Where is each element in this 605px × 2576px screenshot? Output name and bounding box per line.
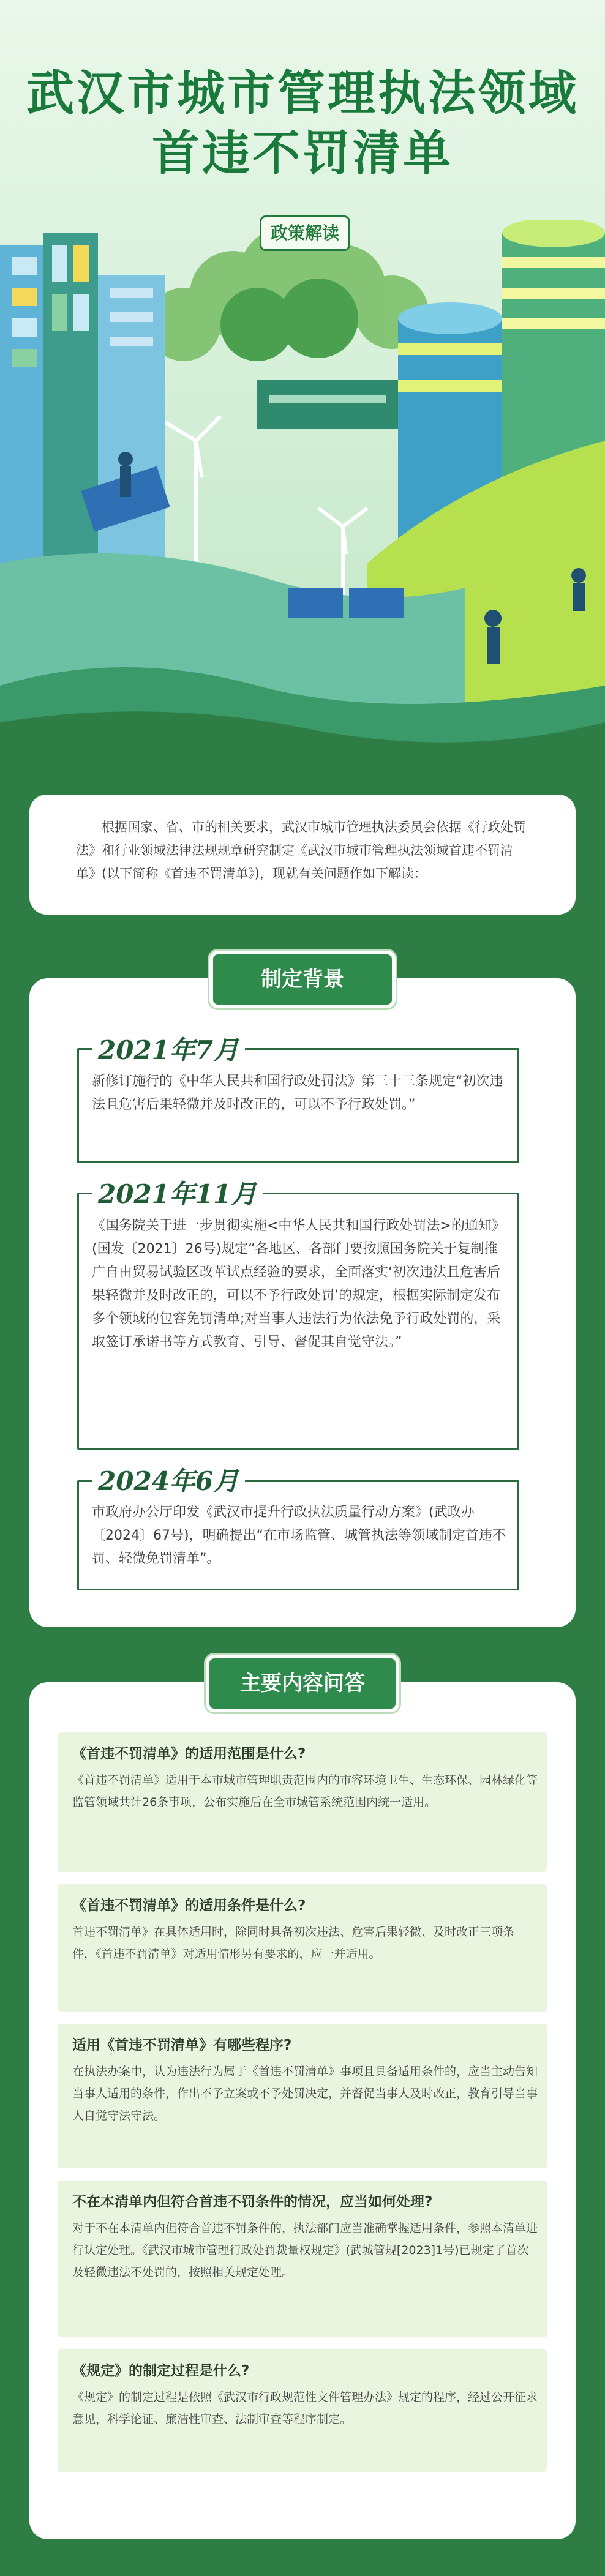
qa-question: 《规定》的制定过程是什么? [72,2363,250,2379]
bottom-band [0,2540,605,2576]
section-header-background: 制定背景 [209,951,396,1008]
hero-banner [0,0,605,771]
timeline-text: 新修订施行的《中华人民共和国行政处罚法》第三十三条规定“初次违法且危害后果轻微并及时改正的，可以不予行政处罚。” [92,1074,503,1112]
page-title-line2: 首违不罚清单 [151,126,453,181]
intro-text: 根据国家、省、市的相关要求，武汉市城市管理执法委员会依据《行政处罚法》和行业领域法律法规规章研究制定《武汉市城市管理执法领域首违不罚清单》(以下简称《首违不罚清单》)，现就有关问题作如下解读： [76,820,526,881]
qa-question: 适用《首违不罚清单》有哪些程序? [72,2037,292,2053]
qa-answer: 《规定》的制定过程是依照《武汉市行政规范性文件管理办法》规定的程序，经过公开征求意见，科学论证、廉洁性审查、法制审查等程序制定。 [72,2391,538,2426]
section-header-qa: 主要内容问答 [206,1655,399,1712]
city-illustration [0,220,605,771]
policy-badge: 政策解读 [260,215,350,251]
qa-answer: 《首违不罚清单》适用于本市城市管理职责范围内的市容环境卫生、生态环保、园林绿化等监管领域共计26条事项，公布实施后在全市城管系统范围内统一适用。 [72,1773,538,1809]
qa-answer: 首违不罚清单》在具体适用时，除同时具备初次违法、危害后果轻微、及时改正三项条件，《首违不罚清单》对适用情形另有要求的，应一并适用。 [72,1925,515,1961]
qa-question: 《首违不罚清单》的适用条件是什么? [72,1898,306,1914]
intro-card [29,795,576,915]
qa-question: 不在本清单内但符合首违不罚条件的情况，应当如何处理? [72,2194,433,2210]
qa-question: 《首违不罚清单》的适用范围是什么? [72,1746,306,1762]
page-title-line1: 武汉市城市管理执法领域 [26,66,579,121]
timeline-year: 2024年6月 [92,1461,245,1498]
qa-answer: 对于不在本清单内但符合首违不罚条件的，执法部门应当准确掌握适用条件，参照本清单进行认定处理。《武汉市城市管理行政处罚裁量权规定》(武城管规[2023]1号)已规定了首次及轻微违法不处罚的，按照相关规定处理。 [72,2222,538,2279]
qa-answer: 在执法办案中，认为违法行为属于《首违不罚清单》事项且具备适用条件的，应当主动告知当事人适用的条件，作出不予立案或不予处罚决定，并督促当事人及时改正，教育引导当事人自觉守法守法。 [72,2065,538,2122]
timeline-year: 2021年11月 [92,1174,263,1211]
timeline-text: 市政府办公厅印发《武汉市提升行政执法质量行动方案》(武政办〔2024〕67号)，明确提出“在市场监管、城管执法等领域制定首违不罚、轻微免罚清单”。 [92,1505,506,1567]
timeline-text: 《国务院关于进一步贯彻实施<中华人民共和国行政处罚法>的通知》(国发〔2021〕26号)规定“各地区、各部门要按照国务院关于复制推广自由贸易试验区改革试点经验的要求，全面落实‘初次违法且危害后果轻微并及时改正的，可以不予行政处罚’的规定，根据实际制定发布多个领域的包容免罚清单;对当事人违法行为依法免予行政处罚的，采取签订承诺书等方式教育、引导、督促其自觉守法。” [92,1218,505,1350]
timeline-year: 2021年7月 [92,1030,245,1067]
